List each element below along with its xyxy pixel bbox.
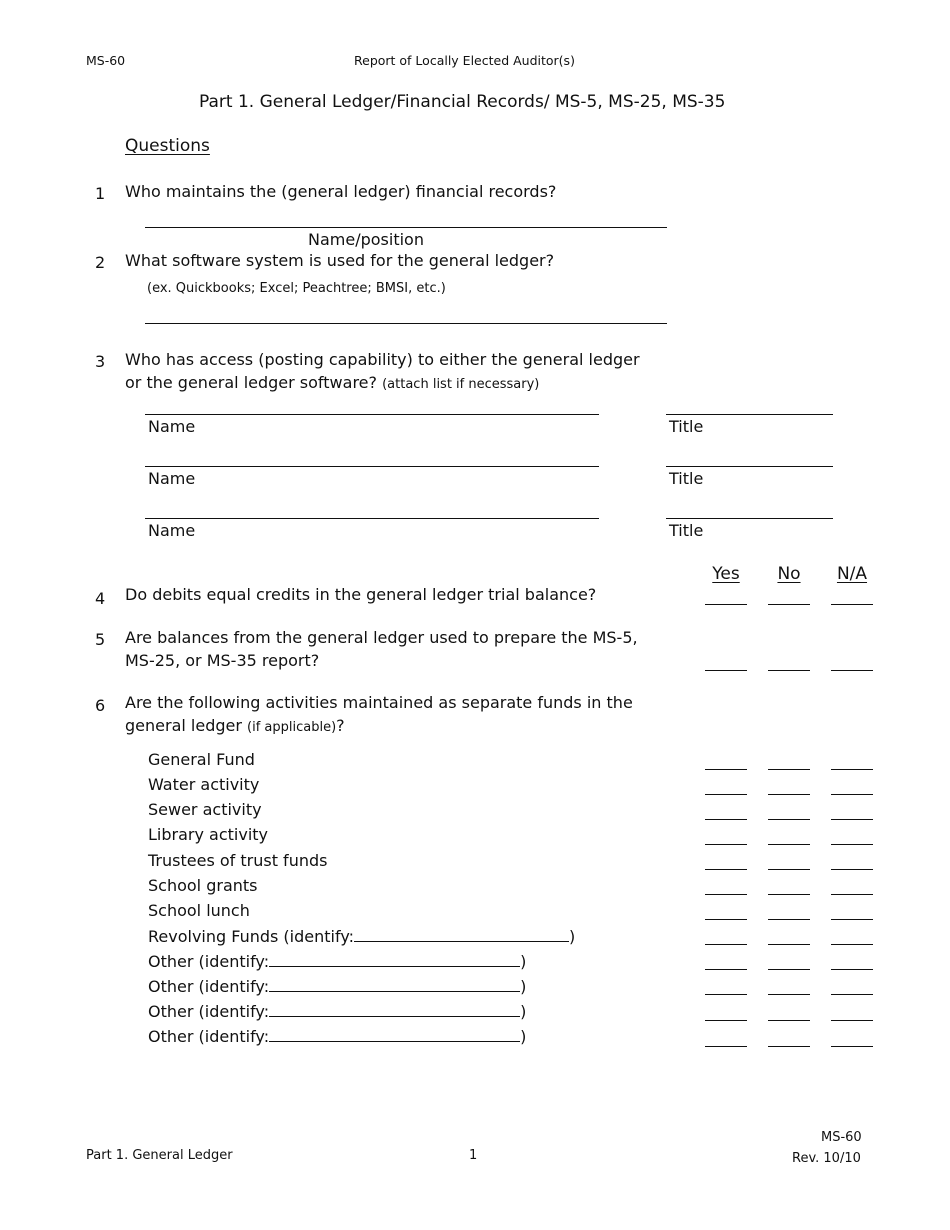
other-row: Other (identify: ) bbox=[148, 952, 527, 971]
question-text: MS-25, or MS-35 report? bbox=[125, 651, 320, 670]
yes-blank[interactable] bbox=[705, 794, 747, 795]
na-blank[interactable] bbox=[831, 844, 873, 845]
question-number: 3 bbox=[95, 352, 106, 371]
yes-blank[interactable] bbox=[705, 604, 747, 605]
software-field[interactable] bbox=[145, 323, 667, 324]
other-identify-field[interactable] bbox=[269, 1027, 520, 1042]
yes-blank[interactable] bbox=[705, 869, 747, 870]
question-hint: (attach list if necessary) bbox=[382, 377, 540, 392]
column-yes: Yes bbox=[712, 564, 740, 584]
footer-revision: Rev. 10/10 bbox=[792, 1151, 861, 1166]
question-text: Do debits equal credits in the general ledger trial balance? bbox=[125, 585, 597, 604]
no-blank[interactable] bbox=[768, 769, 810, 770]
footer-left: Part 1. General Ledger bbox=[86, 1148, 233, 1163]
na-blank[interactable] bbox=[831, 769, 873, 770]
yes-blank[interactable] bbox=[705, 819, 747, 820]
activity-label: General Fund bbox=[148, 750, 255, 769]
access-name-field[interactable] bbox=[145, 518, 599, 519]
yes-blank[interactable] bbox=[705, 1046, 747, 1047]
revolving-funds-row: Revolving Funds (identify: ) bbox=[148, 927, 576, 946]
question-number: 5 bbox=[95, 630, 106, 649]
access-title-field[interactable] bbox=[666, 466, 833, 467]
na-blank[interactable] bbox=[831, 969, 873, 970]
column-no: No bbox=[777, 564, 801, 584]
title-label: Title bbox=[669, 521, 704, 540]
yes-blank[interactable] bbox=[705, 919, 747, 920]
part-title: Part 1. General Ledger/Financial Records/ MS-5, MS-25, MS-35 bbox=[199, 92, 726, 112]
activity-label: School lunch bbox=[148, 901, 250, 920]
title-label: Title bbox=[669, 417, 704, 436]
access-title-field[interactable] bbox=[666, 414, 833, 415]
yes-blank[interactable] bbox=[705, 844, 747, 845]
other-row: Other (identify: ) bbox=[148, 1027, 527, 1046]
na-blank[interactable] bbox=[831, 919, 873, 920]
na-blank[interactable] bbox=[831, 1020, 873, 1021]
question-text: or the general ledger software? (attach list if necessary) bbox=[125, 373, 540, 392]
no-blank[interactable] bbox=[768, 1020, 810, 1021]
access-title-field[interactable] bbox=[666, 518, 833, 519]
activity-label: School grants bbox=[148, 876, 258, 895]
no-blank[interactable] bbox=[768, 994, 810, 995]
name-label: Name bbox=[148, 417, 196, 436]
other-identify-field[interactable] bbox=[269, 977, 520, 992]
title-label: Title bbox=[669, 469, 704, 488]
other-identify-field[interactable] bbox=[269, 952, 520, 967]
no-blank[interactable] bbox=[768, 844, 810, 845]
yes-blank[interactable] bbox=[705, 670, 747, 671]
yes-blank[interactable] bbox=[705, 769, 747, 770]
yes-blank[interactable] bbox=[705, 969, 747, 970]
na-blank[interactable] bbox=[831, 894, 873, 895]
revolving-identify-field[interactable] bbox=[354, 927, 569, 942]
question-number: 4 bbox=[95, 589, 106, 608]
na-blank[interactable] bbox=[831, 670, 873, 671]
na-blank[interactable] bbox=[831, 794, 873, 795]
question-text: Who maintains the (general ledger) financial records? bbox=[125, 182, 557, 201]
na-blank[interactable] bbox=[831, 994, 873, 995]
no-blank[interactable] bbox=[768, 1046, 810, 1047]
access-name-field[interactable] bbox=[145, 414, 599, 415]
no-blank[interactable] bbox=[768, 969, 810, 970]
activity-label: Sewer activity bbox=[148, 800, 262, 819]
question-text: Who has access (posting capability) to either the general ledger bbox=[125, 350, 640, 369]
no-blank[interactable] bbox=[768, 670, 810, 671]
no-blank[interactable] bbox=[768, 869, 810, 870]
other-identify-field[interactable] bbox=[269, 1002, 520, 1017]
questions-heading: Questions bbox=[125, 136, 210, 156]
field-label: Name/position bbox=[308, 230, 424, 249]
yes-blank[interactable] bbox=[705, 944, 747, 945]
question-number: 2 bbox=[95, 253, 106, 272]
no-blank[interactable] bbox=[768, 819, 810, 820]
question-text: Are the following activities maintained as separate funds in the bbox=[125, 693, 633, 712]
yes-blank[interactable] bbox=[705, 994, 747, 995]
no-blank[interactable] bbox=[768, 604, 810, 605]
form-id: MS-60 bbox=[86, 53, 126, 68]
question-hint: (if applicable) bbox=[247, 720, 337, 735]
no-blank[interactable] bbox=[768, 944, 810, 945]
yes-blank[interactable] bbox=[705, 1020, 747, 1021]
activity-label: Water activity bbox=[148, 775, 260, 794]
footer-form-id: MS-60 bbox=[821, 1130, 862, 1145]
report-title: Report of Locally Elected Auditor(s) bbox=[354, 53, 575, 68]
na-blank[interactable] bbox=[831, 869, 873, 870]
question-text: What software system is used for the general ledger? bbox=[125, 251, 555, 270]
column-na: N/A bbox=[836, 564, 868, 584]
question-number: 6 bbox=[95, 696, 106, 715]
na-blank[interactable] bbox=[831, 1046, 873, 1047]
question-hint: (ex. Quickbooks; Excel; Peachtree; BMSI, etc.) bbox=[147, 281, 446, 296]
no-blank[interactable] bbox=[768, 919, 810, 920]
name-position-field[interactable] bbox=[145, 227, 667, 228]
activity-label: Library activity bbox=[148, 825, 269, 844]
other-row: Other (identify: ) bbox=[148, 977, 527, 996]
na-blank[interactable] bbox=[831, 604, 873, 605]
question-text: general ledger (if applicable)? bbox=[125, 716, 345, 735]
access-name-field[interactable] bbox=[145, 466, 599, 467]
page-number: 1 bbox=[469, 1148, 478, 1163]
na-blank[interactable] bbox=[831, 819, 873, 820]
no-blank[interactable] bbox=[768, 794, 810, 795]
other-row: Other (identify: ) bbox=[148, 1002, 527, 1021]
name-label: Name bbox=[148, 521, 196, 540]
question-number: 1 bbox=[95, 184, 106, 203]
yes-blank[interactable] bbox=[705, 894, 747, 895]
activity-label: Trustees of trust funds bbox=[148, 851, 328, 870]
na-blank[interactable] bbox=[831, 944, 873, 945]
question-text: Are balances from the general ledger used to prepare the MS-5, bbox=[125, 628, 638, 647]
name-label: Name bbox=[148, 469, 196, 488]
no-blank[interactable] bbox=[768, 894, 810, 895]
